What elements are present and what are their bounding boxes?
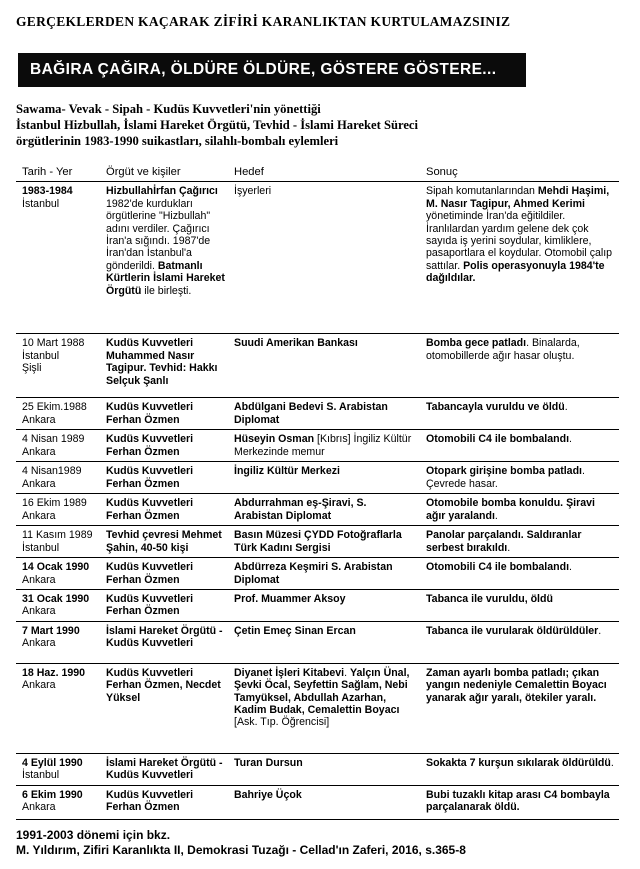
cell-text: [Kıbrıs] İngiliz Kültür Merkezinde memur xyxy=(234,433,412,458)
cell-result xyxy=(420,785,619,819)
footer-line: M. Yıldırım, Zifiri Karanlıkta II, Demokrasi Tuzağı - Cellad'ın Zaferi, 2016, s.365-8 xyxy=(16,843,466,857)
header-org: Örgüt ve kişiler xyxy=(100,160,228,182)
cell-text: . xyxy=(569,433,572,446)
cell-text: Abdülgani Bedevi S. Arabistan Diplomat xyxy=(234,401,388,426)
cell-org xyxy=(100,430,228,462)
cell-org xyxy=(100,753,228,785)
cell-text: Kudüs Kuvvetleri Ferhan Özmen xyxy=(106,561,194,586)
cell-date xyxy=(16,398,100,430)
cell-target xyxy=(228,430,420,462)
cell-text: Yalçın Ünal, Şevki Öcal, Seyfettin Sağlam, Nebi Tamyüksel, Abdullah Azarhan, Kadim Budak, Cemalettin Boyacı xyxy=(234,666,410,717)
cell-text: Otomobile bomba konuldu. Şiravi ağır yaralandı xyxy=(426,497,595,522)
cell-text: 1982'de kurdukları örgütlerine "Hizbullah" adını verdiler. Çağırıcı İran'a sığındı. 1987'de İran'dan İstanbul'a gönderildi. xyxy=(106,197,211,272)
cell-text: Abdurrahman eş-Şiravi, S. Arabistan Diplomat xyxy=(234,497,367,522)
cell-text: 10 Mart 1988 xyxy=(22,337,85,350)
cell-date xyxy=(16,558,100,590)
cell-org xyxy=(100,621,228,663)
cell-date xyxy=(16,590,100,622)
cell-target xyxy=(228,590,420,622)
cell-text: İngiliz Kültür Merkezi xyxy=(234,465,340,478)
table-row xyxy=(16,494,619,526)
cell-text: . xyxy=(569,561,572,574)
cell-date xyxy=(16,526,100,558)
cell-date xyxy=(16,494,100,526)
cell-org xyxy=(100,590,228,622)
cell-org xyxy=(100,182,228,334)
cell-target xyxy=(228,558,420,590)
cell-target xyxy=(228,182,420,334)
cell-result xyxy=(420,334,619,398)
cell-target xyxy=(228,785,420,819)
cell-result xyxy=(420,663,619,753)
table-row xyxy=(16,398,619,430)
cell-text: Tevhid çevresi Mehmet Şahin, 40-50 kişi xyxy=(106,529,222,554)
cell-org xyxy=(100,334,228,398)
cell-org xyxy=(100,494,228,526)
cell-text: Turan Dursun xyxy=(234,756,303,769)
cell-date xyxy=(16,663,100,753)
cell-text: Diyanet İşleri Kitabevi xyxy=(234,666,345,679)
cell-text: Ankara xyxy=(22,509,56,522)
cell-target xyxy=(228,663,420,753)
cell-date xyxy=(16,621,100,663)
cell-text: Bomba gece patladı xyxy=(426,337,527,350)
cell-text: Zaman ayarlı bomba patladı; çıkan yangın nedeniyle Cemalettin Boyacı yanarak ağır yaralı, ötekiler yaralı. xyxy=(426,666,607,704)
cell-text: Bubi tuzaklı kitap arası C4 bombayla parçalanarak öldü. xyxy=(426,788,610,814)
cell-text: . xyxy=(344,666,350,679)
cell-text: Tabanca ile vuruldu, öldü xyxy=(426,593,553,606)
cell-result xyxy=(420,621,619,663)
cell-org xyxy=(100,663,228,753)
cell-target xyxy=(228,334,420,398)
table-row xyxy=(16,462,619,494)
header-result: Sonuç xyxy=(420,160,619,182)
cell-text: İslami Hareket Örgütü - Kudüs Kuvvetleri xyxy=(106,756,223,782)
cell-date xyxy=(16,753,100,785)
table-row xyxy=(16,334,619,398)
cell-text: Ankara xyxy=(22,637,56,650)
cell-text: Ankara xyxy=(22,679,56,692)
cell-text: İşyerleri xyxy=(234,185,272,198)
cell-text: Batmanlı Kürtlerin İslami Hareket Örgütü xyxy=(106,259,225,297)
cell-text: İstanbul xyxy=(22,197,60,210)
cell-result xyxy=(420,182,619,334)
cell-date xyxy=(16,334,100,398)
cell-result xyxy=(420,590,619,622)
cell-text: Kudüs Kuvvetleri Ferhan Özmen xyxy=(106,788,194,814)
cell-text: Kudüs Kuvvetleri Ferhan Özmen xyxy=(106,593,194,618)
cell-text: Hizbullah xyxy=(106,185,154,198)
cell-text: Abdürreza Keşmiri S. Arabistan Diplomat xyxy=(234,561,393,586)
table-row xyxy=(16,785,619,819)
cell-target xyxy=(228,753,420,785)
events-table xyxy=(16,160,619,820)
cell-result xyxy=(420,398,619,430)
banner-title: BAĞIRA ÇAĞIRA, ÖLDÜRE ÖLDÜRE, GÖSTERE GÖSTERE... xyxy=(18,53,526,87)
cell-org xyxy=(100,398,228,430)
cell-text: Otomobili C4 ile bombalandı xyxy=(426,561,570,574)
cell-org xyxy=(100,558,228,590)
header-target: Hedef xyxy=(228,160,420,182)
cell-text: [Ask. Tıp. Öğrencisi] xyxy=(234,716,330,729)
table-row xyxy=(16,182,619,334)
table-row xyxy=(16,526,619,558)
cell-text: 16 Ekim 1989 xyxy=(22,497,87,510)
table-row xyxy=(16,590,619,622)
page-heading: GERÇEKLERDEN KAÇARAK ZİFİRİ KARANLIKTAN KURTULAMAZSINIZ xyxy=(16,14,511,29)
cell-text: Şişli xyxy=(22,362,42,375)
cell-text: Kudüs Kuvvetleri Ferhan Özmen, Necdet Yüksel xyxy=(106,666,221,704)
cell-text: Bahriye Üçok xyxy=(234,788,302,801)
cell-result xyxy=(420,526,619,558)
table-row xyxy=(16,558,619,590)
cell-text: 6 Ekim 1990 xyxy=(22,788,83,801)
footer-line: 1991-2003 dönemi için bkz. xyxy=(16,828,171,842)
cell-text: Mehdi Haşimi, M. Nasır Tagipur, Ahmed Kerimi xyxy=(426,185,610,210)
cell-text: Çetin Emeç Sinan Ercan xyxy=(234,624,356,637)
cell-text: . xyxy=(564,401,568,414)
cell-text: İstanbul xyxy=(22,541,60,554)
cell-text: Kudüs Kuvvetleri Muhammed Nasır Tagipur. Tevhid: Hakkı Selçuk Şanlı xyxy=(106,337,218,387)
cell-text: Ankara xyxy=(22,573,56,586)
intro-text xyxy=(16,101,616,149)
cell-text: İrfan Çağırıcı xyxy=(153,185,218,198)
cell-target xyxy=(228,462,420,494)
cell-text: 31 Ocak 1990 xyxy=(22,593,90,606)
cell-result xyxy=(420,494,619,526)
cell-date xyxy=(16,182,100,334)
cell-text: Otopark girişine bomba patladı xyxy=(426,465,582,478)
cell-text: Sokakta 7 kurşun sıkılarak öldürüldü xyxy=(426,756,611,769)
cell-text: Kudüs Kuvvetleri Ferhan Özmen xyxy=(106,497,194,522)
cell-text: Ankara xyxy=(22,605,56,618)
cell-text: Basın Müzesi ÇYDD Fotoğraflarla Türk Kadını Sergisi xyxy=(234,529,402,554)
table-row xyxy=(16,430,619,462)
cell-org xyxy=(100,785,228,819)
cell-text: Otomobili C4 ile bombalandı xyxy=(426,433,570,446)
table-header-row xyxy=(16,160,619,182)
intro-line: İstanbul Hizbullah, İslami Hareket Örgütü, Tevhid - İslami Hareket Süreci xyxy=(16,118,419,132)
cell-text: Hüseyin Osman xyxy=(234,433,315,446)
cell-text: yönetiminde İran'da eğitildiler. İranlılardan yardım gelene dek çok sayıda iş yerini soydular, kimliklere, pasaportlara el koydular. Otomobil çalıp sattılar. xyxy=(426,210,613,272)
cell-text: 4 Nisan1989 xyxy=(22,465,82,478)
cell-text: . xyxy=(507,541,511,554)
cell-text: Polis operasyonuyla 1984'te dağıldılar. xyxy=(426,259,605,285)
cell-target xyxy=(228,494,420,526)
cell-text: 11 Kasım 1989 xyxy=(22,529,93,542)
cell-text: Prof. Muammer Aksoy xyxy=(234,593,346,606)
cell-text: . Çevrede hasar. xyxy=(426,465,585,490)
cell-text: İstanbul xyxy=(22,349,60,362)
cell-org xyxy=(100,462,228,494)
cell-target xyxy=(228,526,420,558)
cell-text: . xyxy=(494,509,498,522)
cell-date xyxy=(16,785,100,819)
cell-result xyxy=(420,753,619,785)
cell-text: 25 Ekim.1988 xyxy=(22,401,87,414)
cell-text: . xyxy=(598,624,602,637)
cell-result xyxy=(420,462,619,494)
cell-target xyxy=(228,398,420,430)
cell-text: Ankara xyxy=(22,413,56,426)
cell-text: 18 Haz. 1990 xyxy=(22,666,86,679)
cell-date xyxy=(16,462,100,494)
cell-text: 1983-1984 xyxy=(22,185,73,198)
intro-line: Sawama- Vevak - Sipah - Kudüs Kuvvetleri'nin yönettiği xyxy=(16,102,321,116)
cell-text: Ankara xyxy=(22,445,56,458)
cell-text: Ankara xyxy=(22,477,56,490)
cell-text: . Binalarda, otomobillerde ağır hasar oluştu. xyxy=(426,337,580,362)
cell-text: Kudüs Kuvvetleri Ferhan Özmen xyxy=(106,465,194,490)
cell-text: İstanbul xyxy=(22,769,60,782)
cell-text: Tabancayla vuruldu ve öldü xyxy=(426,401,565,414)
cell-text: Kudüs Kuvvetleri Ferhan Özmen xyxy=(106,433,194,458)
cell-text: 4 Eylül 1990 xyxy=(22,756,83,769)
cell-result xyxy=(420,558,619,590)
cell-text: Tabanca ile vurularak öldürüldüler xyxy=(426,624,599,637)
cell-date xyxy=(16,430,100,462)
cell-text: Kudüs Kuvvetleri Ferhan Özmen xyxy=(106,401,194,426)
cell-text: . xyxy=(610,756,614,769)
cell-text: 4 Nisan 1989 xyxy=(22,433,85,446)
cell-text: ile birleşti. xyxy=(141,284,192,297)
table-row xyxy=(16,663,619,753)
footer-reference xyxy=(16,828,626,858)
cell-result xyxy=(420,430,619,462)
table-row xyxy=(16,753,619,785)
cell-text: Sipah komutanlarından xyxy=(426,185,538,198)
cell-org xyxy=(100,526,228,558)
cell-text: İslami Hareket Örgütü - Kudüs Kuvvetleri xyxy=(106,624,223,650)
header-date: Tarih - Yer xyxy=(16,160,100,182)
intro-line: örgütlerinin 1983-1990 suikastları, silahlı-bombalı eylemleri xyxy=(16,134,339,148)
cell-target xyxy=(228,621,420,663)
cell-text: 7 Mart 1990 xyxy=(22,624,80,637)
table-row xyxy=(16,621,619,663)
cell-text: Suudi Amerikan Bankası xyxy=(234,337,358,350)
cell-text: Panolar parçalandı. Saldıranlar serbest bırakıldı xyxy=(426,529,582,554)
cell-text: Ankara xyxy=(22,801,56,814)
cell-text: 14 Ocak 1990 xyxy=(22,561,90,574)
